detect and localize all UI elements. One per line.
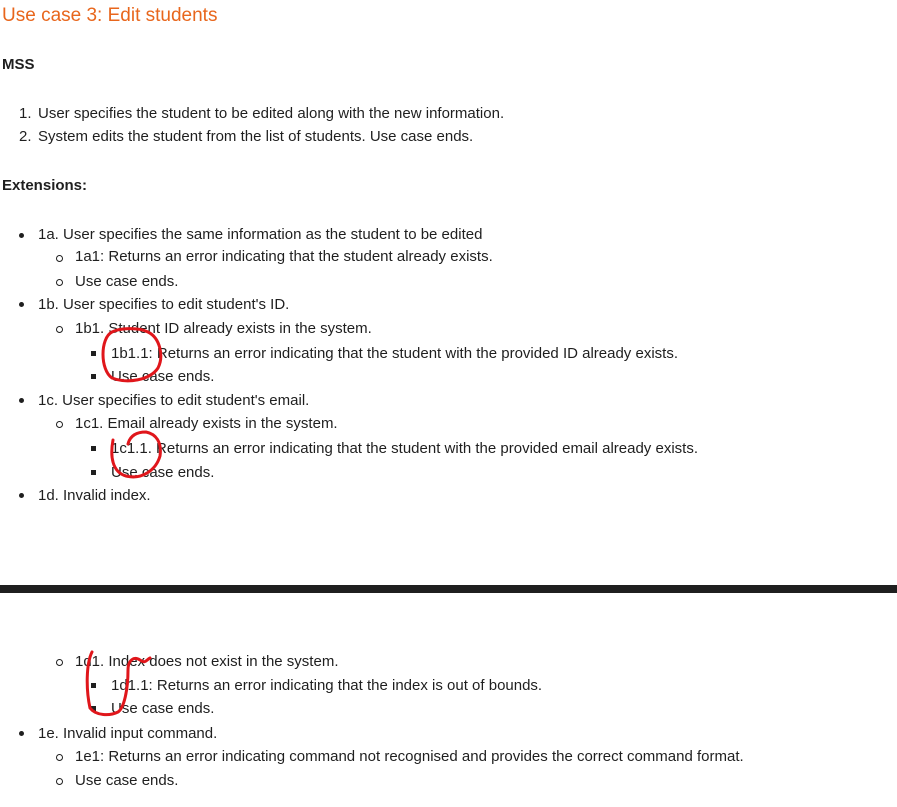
ext-1c-end: Use case ends. bbox=[111, 464, 215, 481]
ext-1a1: 1a1: Returns an error indicating that the student already exists. bbox=[75, 248, 493, 265]
page-break-divider bbox=[0, 585, 897, 593]
bullet-square bbox=[91, 683, 96, 688]
bullet-circle bbox=[56, 279, 63, 286]
bullet-circle bbox=[56, 778, 63, 785]
bullet-circle bbox=[56, 255, 63, 262]
page-title: Use case 3: Edit students bbox=[2, 5, 218, 26]
ext-1d: 1d. Invalid index. bbox=[38, 487, 151, 504]
bullet-square bbox=[91, 706, 96, 711]
mss-heading: MSS bbox=[2, 56, 35, 73]
bullet-square bbox=[91, 470, 96, 475]
mss-item-2: System edits the student from the list of students. Use case ends. bbox=[38, 128, 474, 145]
ext-1b: 1b. User specifies to edit student's ID. bbox=[38, 296, 290, 313]
mss-number-2: 2. bbox=[19, 128, 32, 145]
ext-1b1: 1b1. Student ID already exists in the system. bbox=[75, 320, 372, 337]
bullet-disc bbox=[19, 302, 24, 307]
extensions-heading: Extensions: bbox=[2, 177, 88, 194]
bullet-disc bbox=[19, 233, 24, 238]
bullet-circle bbox=[56, 659, 63, 666]
ext-1e1: 1e1: Returns an error indicating command not recognised and provides the correct command format. bbox=[75, 748, 744, 765]
bullet-square bbox=[91, 351, 96, 356]
ext-1a: 1a. User specifies the same information as the student to be edited bbox=[38, 226, 483, 243]
ext-1c: 1c. User specifies to edit student's email. bbox=[38, 392, 310, 409]
mss-number-1: 1. bbox=[19, 105, 32, 122]
ext-1b1-1: 1b1.1: Returns an error indicating that the student with the provided ID already exists. bbox=[111, 345, 678, 362]
bullet-circle bbox=[56, 754, 63, 761]
bullet-circle bbox=[56, 326, 63, 333]
ext-1e-end: Use case ends. bbox=[75, 772, 179, 789]
bullet-square bbox=[91, 374, 96, 379]
ext-1d1-1: 1d1.1: Returns an error indicating that the index is out of bounds. bbox=[111, 677, 543, 694]
mss-item-1: User specifies the student to be edited along with the new information. bbox=[38, 105, 505, 122]
ext-1c1-1: 1c1.1. Returns an error indicating that the student with the provided email already exists. bbox=[111, 440, 698, 457]
bullet-disc bbox=[19, 398, 24, 403]
bullet-square bbox=[91, 446, 96, 451]
bullet-disc bbox=[19, 731, 24, 736]
ext-1e: 1e. Invalid input command. bbox=[38, 725, 218, 742]
bullet-disc bbox=[19, 493, 24, 498]
ext-1d1: 1d1. Index does not exist in the system. bbox=[75, 653, 339, 670]
ext-1a-end: Use case ends. bbox=[75, 273, 179, 290]
ext-1d-end: Use case ends. bbox=[111, 700, 215, 717]
bullet-circle bbox=[56, 421, 63, 428]
ext-1b-end: Use case ends. bbox=[111, 368, 215, 385]
ext-1c1: 1c1. Email already exists in the system. bbox=[75, 415, 338, 432]
